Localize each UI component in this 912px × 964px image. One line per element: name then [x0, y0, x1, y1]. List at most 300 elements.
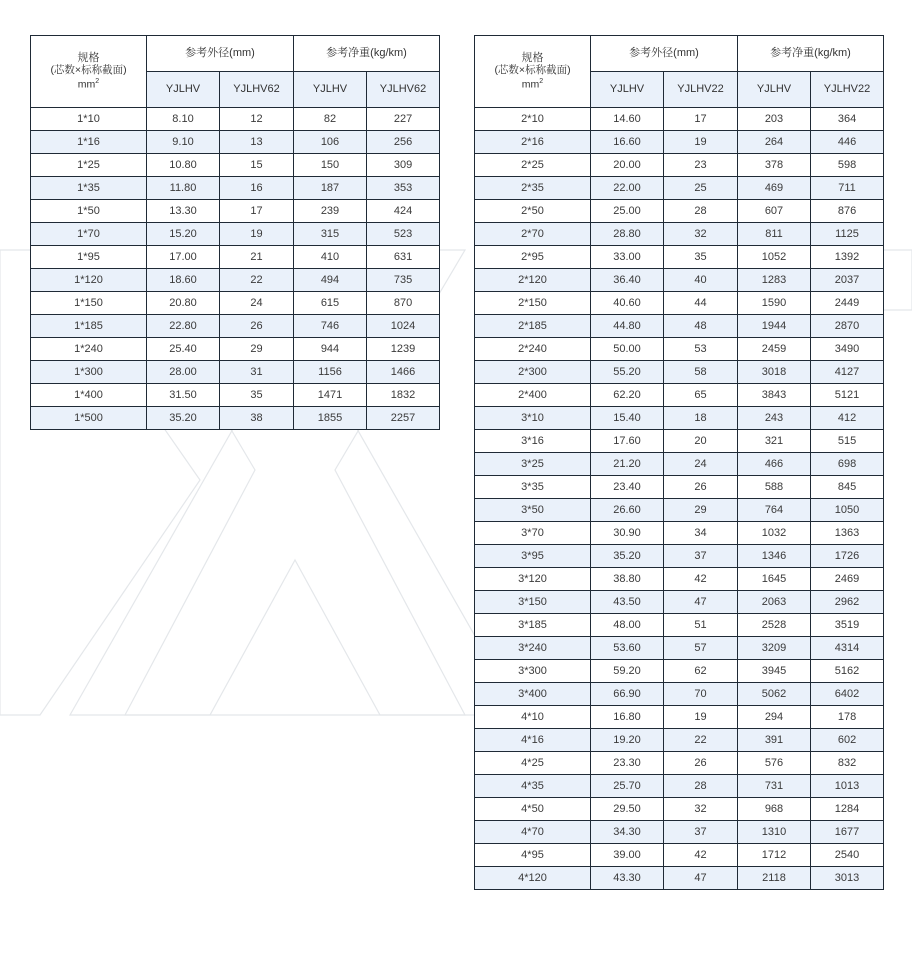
value-cell: 22.00: [591, 177, 664, 200]
value-cell: 264: [738, 131, 811, 154]
table-row: [475, 775, 884, 798]
value-cell: 1125: [811, 223, 884, 246]
value-cell: 364: [811, 108, 884, 131]
spec-cell: 2*16: [475, 131, 591, 154]
spec-cell: 4*50: [475, 798, 591, 821]
value-cell: 15.40: [591, 407, 664, 430]
value-cell: 1471: [294, 384, 367, 407]
table-row: [475, 384, 884, 407]
table-row: [475, 269, 884, 292]
table-row: [475, 315, 884, 338]
value-cell: 607: [738, 200, 811, 223]
value-cell: 256: [367, 131, 440, 154]
value-cell: 6402: [811, 683, 884, 706]
value-cell: 23.30: [591, 752, 664, 775]
value-cell: 21.20: [591, 453, 664, 476]
value-cell: 10.80: [147, 154, 220, 177]
value-cell: 832: [811, 752, 884, 775]
table-row: [31, 200, 440, 223]
value-cell: 82: [294, 108, 367, 131]
value-cell: 26.60: [591, 499, 664, 522]
spec-cell: 1*16: [31, 131, 147, 154]
value-cell: 523: [367, 223, 440, 246]
value-cell: 53: [664, 338, 738, 361]
value-cell: 26: [664, 752, 738, 775]
value-cell: 13.30: [147, 200, 220, 223]
value-cell: 44: [664, 292, 738, 315]
value-cell: 309: [367, 154, 440, 177]
value-cell: 615: [294, 292, 367, 315]
table-row: [475, 292, 884, 315]
table-row: [475, 844, 884, 867]
value-cell: 178: [811, 706, 884, 729]
value-cell: 62: [664, 660, 738, 683]
spec-header-unit: $mm^2$: [521, 78, 544, 91]
left-table-body: [31, 108, 440, 430]
table-row: [475, 246, 884, 269]
value-cell: 17: [664, 108, 738, 131]
value-cell: 1032: [738, 522, 811, 545]
value-cell: 321: [738, 430, 811, 453]
table-row: [31, 407, 440, 430]
value-cell: 2469: [811, 568, 884, 591]
value-cell: 21: [220, 246, 294, 269]
value-cell: 25.00: [591, 200, 664, 223]
value-cell: 58: [664, 361, 738, 384]
value-cell: 2063: [738, 591, 811, 614]
spec-cell: 1*500: [31, 407, 147, 430]
table-row: [475, 752, 884, 775]
value-cell: 26: [664, 476, 738, 499]
table-row: [475, 683, 884, 706]
value-cell: 588: [738, 476, 811, 499]
table-row: [475, 223, 884, 246]
value-cell: 1156: [294, 361, 367, 384]
value-cell: 33.00: [591, 246, 664, 269]
value-cell: 1363: [811, 522, 884, 545]
value-cell: 469: [738, 177, 811, 200]
value-cell: 29: [664, 499, 738, 522]
table-row: [475, 614, 884, 637]
value-cell: 38.80: [591, 568, 664, 591]
spec-cell: 1*300: [31, 361, 147, 384]
value-cell: 32: [664, 223, 738, 246]
spec-header-title: 规格: [521, 52, 544, 65]
spec-header-subtitle: (芯数×标称截面): [494, 64, 571, 77]
value-cell: 315: [294, 223, 367, 246]
value-cell: 1466: [367, 361, 440, 384]
table-row: [475, 338, 884, 361]
value-cell: 32: [664, 798, 738, 821]
spec-cell: 4*16: [475, 729, 591, 752]
value-cell: 62.20: [591, 384, 664, 407]
value-cell: 18: [664, 407, 738, 430]
value-cell: 20.00: [591, 154, 664, 177]
spec-cell: 3*400: [475, 683, 591, 706]
value-cell: 50.00: [591, 338, 664, 361]
table-row: [31, 246, 440, 269]
value-cell: 35: [664, 246, 738, 269]
value-cell: 1590: [738, 292, 811, 315]
table-row: [31, 269, 440, 292]
value-cell: 2528: [738, 614, 811, 637]
value-cell: 1712: [738, 844, 811, 867]
table-row: [475, 568, 884, 591]
spec-cell: 1*10: [31, 108, 147, 131]
value-cell: 631: [367, 246, 440, 269]
table-row: [475, 798, 884, 821]
value-cell: 870: [367, 292, 440, 315]
value-cell: 28: [664, 200, 738, 223]
value-cell: 59.20: [591, 660, 664, 683]
value-cell: 576: [738, 752, 811, 775]
value-cell: 37: [664, 545, 738, 568]
value-cell: 391: [738, 729, 811, 752]
value-cell: 40.60: [591, 292, 664, 315]
spec-cell: 2*150: [475, 292, 591, 315]
spec-cell: 3*120: [475, 568, 591, 591]
value-cell: 44.80: [591, 315, 664, 338]
value-cell: 19: [220, 223, 294, 246]
spec-cell: 1*400: [31, 384, 147, 407]
value-cell: 5121: [811, 384, 884, 407]
value-cell: 602: [811, 729, 884, 752]
value-cell: 35: [220, 384, 294, 407]
spec-cell: 4*25: [475, 752, 591, 775]
table-row: [475, 821, 884, 844]
value-cell: 19: [664, 131, 738, 154]
value-cell: 42: [664, 844, 738, 867]
value-cell: 1855: [294, 407, 367, 430]
value-cell: 66.90: [591, 683, 664, 706]
value-cell: 13: [220, 131, 294, 154]
spec-cell: 4*10: [475, 706, 591, 729]
value-cell: 410: [294, 246, 367, 269]
value-cell: 2870: [811, 315, 884, 338]
value-cell: 1310: [738, 821, 811, 844]
value-cell: 11.80: [147, 177, 220, 200]
table-row: [31, 338, 440, 361]
table-row: [475, 591, 884, 614]
outer-diameter-header: 参考外径(mm): [591, 36, 738, 72]
value-cell: 378: [738, 154, 811, 177]
spec-cell: 1*120: [31, 269, 147, 292]
value-cell: 28: [664, 775, 738, 798]
spec-cell: 1*35: [31, 177, 147, 200]
value-cell: 1677: [811, 821, 884, 844]
spec-cell: 2*240: [475, 338, 591, 361]
value-cell: 598: [811, 154, 884, 177]
value-cell: 764: [738, 499, 811, 522]
value-cell: 2540: [811, 844, 884, 867]
value-cell: 36.40: [591, 269, 664, 292]
value-cell: 38: [220, 407, 294, 430]
table-row: [475, 407, 884, 430]
value-cell: 227: [367, 108, 440, 131]
value-cell: 9.10: [147, 131, 220, 154]
value-cell: 1284: [811, 798, 884, 821]
spec-cell: 1*95: [31, 246, 147, 269]
model-sub-header: YJLHV: [591, 72, 664, 108]
value-cell: 515: [811, 430, 884, 453]
value-cell: 19.20: [591, 729, 664, 752]
spec-cell: 1*240: [31, 338, 147, 361]
value-cell: 17.00: [147, 246, 220, 269]
table-row: [475, 522, 884, 545]
value-cell: 25.70: [591, 775, 664, 798]
value-cell: 25: [664, 177, 738, 200]
value-cell: 31: [220, 361, 294, 384]
value-cell: 40: [664, 269, 738, 292]
spec-cell: 2*120: [475, 269, 591, 292]
spec-cell: 2*10: [475, 108, 591, 131]
spec-cell: 3*35: [475, 476, 591, 499]
spec-cell: 1*70: [31, 223, 147, 246]
model-sub-header: YJLHV22: [664, 72, 738, 108]
value-cell: 1283: [738, 269, 811, 292]
value-cell: 47: [664, 867, 738, 890]
spec-header: [31, 36, 147, 108]
value-cell: 16: [220, 177, 294, 200]
table-row: [475, 200, 884, 223]
value-cell: 446: [811, 131, 884, 154]
value-cell: 3843: [738, 384, 811, 407]
value-cell: 4127: [811, 361, 884, 384]
value-cell: 4314: [811, 637, 884, 660]
value-cell: 811: [738, 223, 811, 246]
table-row: [31, 108, 440, 131]
value-cell: 15: [220, 154, 294, 177]
value-cell: 25.40: [147, 338, 220, 361]
value-cell: 34.30: [591, 821, 664, 844]
value-cell: 2037: [811, 269, 884, 292]
value-cell: 239: [294, 200, 367, 223]
value-cell: 243: [738, 407, 811, 430]
value-cell: 39.00: [591, 844, 664, 867]
value-cell: 17: [220, 200, 294, 223]
table-row: [475, 545, 884, 568]
table-row: [475, 729, 884, 752]
value-cell: 51: [664, 614, 738, 637]
spec-cell: 2*25: [475, 154, 591, 177]
value-cell: 20: [664, 430, 738, 453]
spec-header-unit: $mm^2$: [77, 78, 100, 91]
value-cell: 24: [220, 292, 294, 315]
spec-cell: 2*70: [475, 223, 591, 246]
value-cell: 22: [664, 729, 738, 752]
model-sub-header: YJLHV62: [367, 72, 440, 108]
spec-header-title: 规格: [77, 52, 100, 65]
value-cell: 34: [664, 522, 738, 545]
value-cell: 16.60: [591, 131, 664, 154]
value-cell: 106: [294, 131, 367, 154]
value-cell: 845: [811, 476, 884, 499]
value-cell: 968: [738, 798, 811, 821]
table-row: [475, 177, 884, 200]
value-cell: 1050: [811, 499, 884, 522]
value-cell: 2962: [811, 591, 884, 614]
value-cell: 944: [294, 338, 367, 361]
spec-cell: 1*25: [31, 154, 147, 177]
spec-cell: 3*25: [475, 453, 591, 476]
value-cell: 203: [738, 108, 811, 131]
value-cell: 150: [294, 154, 367, 177]
value-cell: 42: [664, 568, 738, 591]
table-row: [475, 154, 884, 177]
table-row: [475, 131, 884, 154]
value-cell: 23: [664, 154, 738, 177]
value-cell: 698: [811, 453, 884, 476]
value-cell: 48: [664, 315, 738, 338]
value-cell: 294: [738, 706, 811, 729]
spec-cell: 2*300: [475, 361, 591, 384]
value-cell: 22: [220, 269, 294, 292]
value-cell: 1024: [367, 315, 440, 338]
spec-cell: 3*240: [475, 637, 591, 660]
value-cell: 735: [367, 269, 440, 292]
value-cell: 2257: [367, 407, 440, 430]
value-cell: 2118: [738, 867, 811, 890]
value-cell: 53.60: [591, 637, 664, 660]
value-cell: 47: [664, 591, 738, 614]
value-cell: 24: [664, 453, 738, 476]
value-cell: 35.20: [147, 407, 220, 430]
value-cell: 43.30: [591, 867, 664, 890]
value-cell: 30.90: [591, 522, 664, 545]
table-row: [475, 453, 884, 476]
value-cell: 1346: [738, 545, 811, 568]
value-cell: 3209: [738, 637, 811, 660]
spec-cell: 3*185: [475, 614, 591, 637]
value-cell: 3519: [811, 614, 884, 637]
spec-cell: 4*70: [475, 821, 591, 844]
spec-cell: 3*10: [475, 407, 591, 430]
value-cell: 57: [664, 637, 738, 660]
table-row: [31, 177, 440, 200]
value-cell: 1013: [811, 775, 884, 798]
value-cell: 15.20: [147, 223, 220, 246]
spec-cell: 3*150: [475, 591, 591, 614]
model-sub-header: YJLHV: [738, 72, 811, 108]
value-cell: 12: [220, 108, 294, 131]
table-row: [31, 384, 440, 407]
value-cell: 3490: [811, 338, 884, 361]
left-spec-table: [30, 35, 440, 430]
table-row: [475, 660, 884, 683]
table-row: [475, 361, 884, 384]
value-cell: 16.80: [591, 706, 664, 729]
value-cell: 1052: [738, 246, 811, 269]
value-cell: 28.80: [591, 223, 664, 246]
spec-cell: 2*185: [475, 315, 591, 338]
model-sub-header: YJLHV62: [220, 72, 294, 108]
value-cell: 37: [664, 821, 738, 844]
value-cell: 26: [220, 315, 294, 338]
spec-cell: 2*50: [475, 200, 591, 223]
value-cell: 876: [811, 200, 884, 223]
table-row: [31, 292, 440, 315]
value-cell: 23.40: [591, 476, 664, 499]
value-cell: 187: [294, 177, 367, 200]
spec-cell: 3*50: [475, 499, 591, 522]
spec-cell: 1*50: [31, 200, 147, 223]
value-cell: 412: [811, 407, 884, 430]
value-cell: 14.60: [591, 108, 664, 131]
value-cell: 17.60: [591, 430, 664, 453]
value-cell: 31.50: [147, 384, 220, 407]
value-cell: 70: [664, 683, 738, 706]
net-weight-header: 参考净重(kg/km): [294, 36, 440, 72]
value-cell: 746: [294, 315, 367, 338]
table-row: [475, 108, 884, 131]
value-cell: 18.60: [147, 269, 220, 292]
value-cell: 466: [738, 453, 811, 476]
value-cell: 3013: [811, 867, 884, 890]
table-row: [31, 154, 440, 177]
model-sub-header: YJLHV: [294, 72, 367, 108]
table-row: [31, 131, 440, 154]
value-cell: 35.20: [591, 545, 664, 568]
value-cell: 424: [367, 200, 440, 223]
spec-cell: 3*70: [475, 522, 591, 545]
spec-cell: 3*16: [475, 430, 591, 453]
value-cell: 1392: [811, 246, 884, 269]
value-cell: 22.80: [147, 315, 220, 338]
value-cell: 5162: [811, 660, 884, 683]
value-cell: 29.50: [591, 798, 664, 821]
value-cell: 1239: [367, 338, 440, 361]
right-spec-table: [474, 35, 884, 890]
value-cell: 711: [811, 177, 884, 200]
outer-diameter-header: 参考外径(mm): [147, 36, 294, 72]
spec-cell: 1*150: [31, 292, 147, 315]
value-cell: 65: [664, 384, 738, 407]
spec-cell: 2*95: [475, 246, 591, 269]
value-cell: 2449: [811, 292, 884, 315]
spec-cell: 2*35: [475, 177, 591, 200]
table-row: [31, 361, 440, 384]
value-cell: 55.20: [591, 361, 664, 384]
net-weight-header: 参考净重(kg/km): [738, 36, 884, 72]
spec-cell: 1*185: [31, 315, 147, 338]
value-cell: 1645: [738, 568, 811, 591]
table-row: [475, 430, 884, 453]
spec-cell: 4*120: [475, 867, 591, 890]
value-cell: 5062: [738, 683, 811, 706]
value-cell: 20.80: [147, 292, 220, 315]
value-cell: 8.10: [147, 108, 220, 131]
value-cell: 1726: [811, 545, 884, 568]
table-row: [475, 867, 884, 890]
value-cell: 29: [220, 338, 294, 361]
value-cell: 43.50: [591, 591, 664, 614]
table-row: [475, 706, 884, 729]
spec-cell: 4*95: [475, 844, 591, 867]
value-cell: 1832: [367, 384, 440, 407]
value-cell: 1944: [738, 315, 811, 338]
spec-cell: 2*400: [475, 384, 591, 407]
value-cell: 3018: [738, 361, 811, 384]
table-row: [475, 476, 884, 499]
value-cell: 353: [367, 177, 440, 200]
value-cell: 19: [664, 706, 738, 729]
value-cell: 48.00: [591, 614, 664, 637]
spec-cell: 3*95: [475, 545, 591, 568]
table-row: [475, 637, 884, 660]
table-row: [475, 499, 884, 522]
table-row: [31, 223, 440, 246]
value-cell: 2459: [738, 338, 811, 361]
